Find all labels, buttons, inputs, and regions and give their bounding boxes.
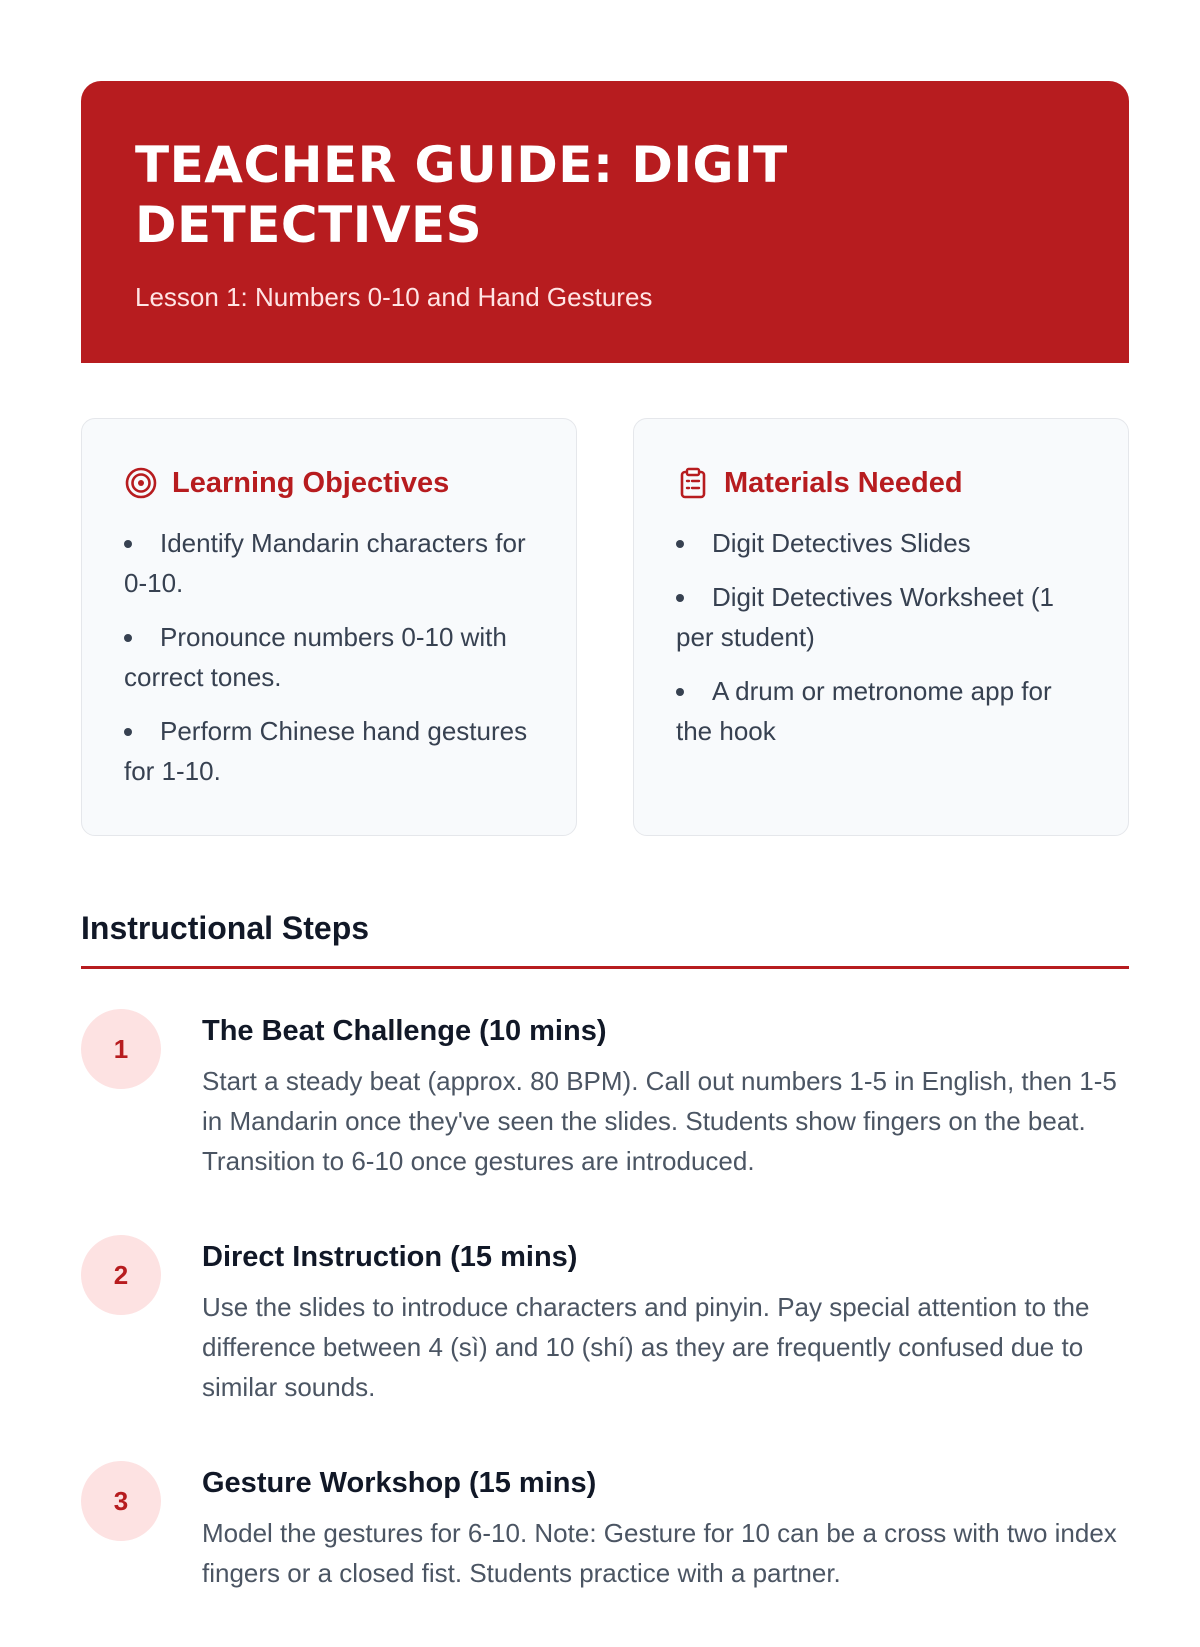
- list-item: A drum or metronome app for the hook: [676, 671, 1088, 751]
- section-divider: [81, 966, 1129, 969]
- step-number-badge: 3: [81, 1461, 161, 1541]
- list-item: Digit Detectives Slides: [676, 523, 1088, 563]
- step-item: [81, 1235, 1129, 1407]
- target-icon: [124, 466, 158, 500]
- instructional-steps-list: [81, 1009, 1129, 1593]
- step-title: The Beat Challenge (10 mins): [202, 1015, 607, 1047]
- step-content: [202, 1461, 1129, 1593]
- clipboard-icon: [676, 466, 710, 500]
- learning-objectives-title: Learning Objectives: [172, 467, 450, 499]
- step-number-badge: 1: [81, 1009, 161, 1089]
- step-title: Gesture Workshop (15 mins): [202, 1467, 597, 1499]
- step-item: [81, 1461, 1129, 1593]
- step-description: Start a steady beat (approx. 80 BPM). Call out numbers 1-5 in English, then 1-5 in Mandarin once they've seen the slides. Students show fingers on the beat. Transition to 6-10 once gestures are introduced.: [202, 1066, 1117, 1176]
- step-description: Use the slides to introduce characters and pinyin. Pay special attention to the difference between 4 (sì) and 10 (shí) as they are frequently confused due to similar sounds.: [202, 1292, 1090, 1402]
- list-item: Perform Chinese hand gestures for 1-10.: [124, 711, 536, 791]
- list-item: Pronounce numbers 0-10 with correct tones.: [124, 617, 536, 697]
- learning-objectives-list: [124, 523, 536, 791]
- list-item: Identify Mandarin characters for 0-10.: [124, 523, 536, 603]
- step-content: [202, 1235, 1129, 1407]
- step-item: [81, 1009, 1129, 1181]
- step-description: Model the gestures for 6-10. Note: Gesture for 10 can be a cross with two index fingers or a closed fist. Students practice with a partner.: [202, 1518, 1117, 1588]
- overview-cards: [81, 418, 1129, 836]
- materials-needed-title: Materials Needed: [724, 467, 963, 499]
- materials-needed-list: [676, 523, 1088, 751]
- page-title: TEACHER GUIDE: DIGIT DETECTIVES: [135, 136, 788, 254]
- step-number-badge: 2: [81, 1235, 161, 1315]
- learning-objectives-heading: [124, 465, 536, 501]
- list-item: Digit Detectives Worksheet (1 per student): [676, 577, 1088, 657]
- teacher-guide-page: [81, 81, 1129, 1647]
- materials-needed-card: [633, 418, 1129, 836]
- step-content: [202, 1009, 1129, 1181]
- instructional-steps-heading: Instructional Steps: [81, 910, 370, 946]
- lesson-subtitle: Lesson 1: Numbers 0-10 and Hand Gestures: [135, 282, 653, 312]
- step-title: Direct Instruction (15 mins): [202, 1241, 578, 1273]
- materials-needed-heading: [676, 465, 1088, 501]
- learning-objectives-card: [81, 418, 577, 836]
- guide-header: [81, 81, 1129, 363]
